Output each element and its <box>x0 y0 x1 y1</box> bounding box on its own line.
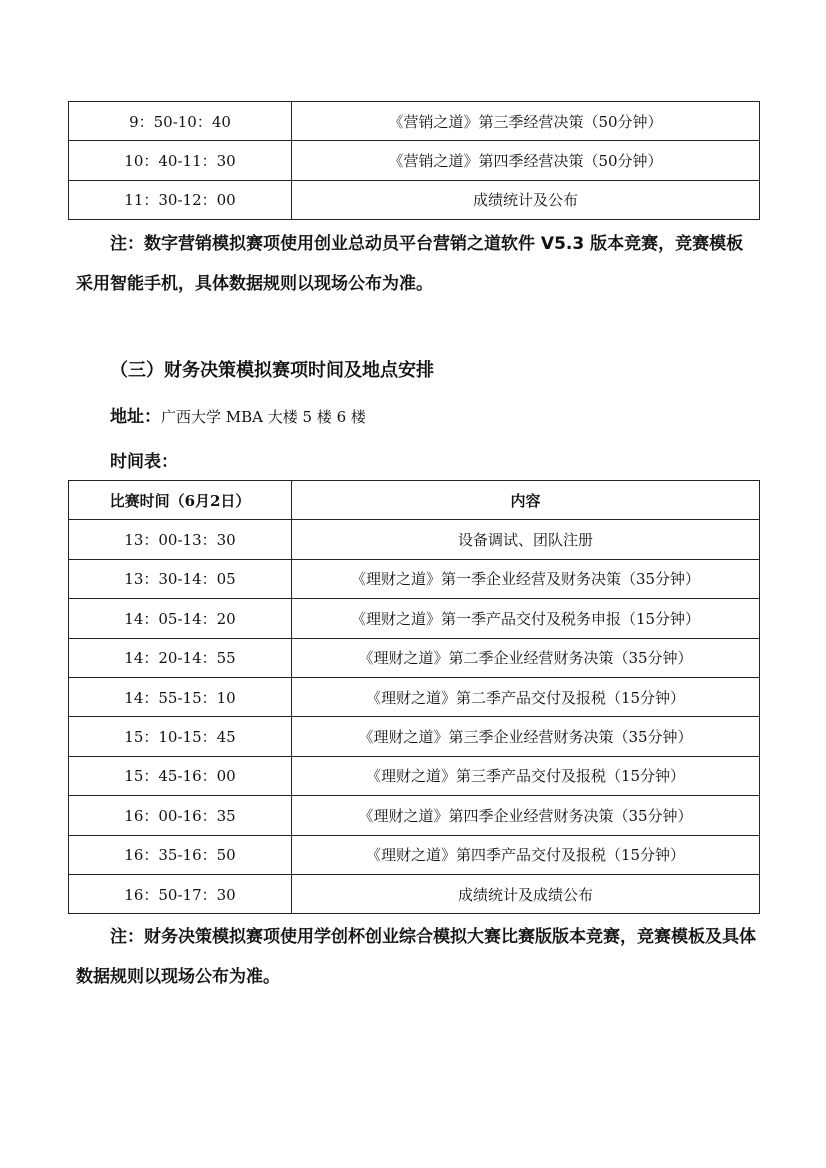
marketing-note: 注：数字营销模拟赛项使用创业总动员平台营销之道软件 V5.3 版本竞赛，竞赛模板采用智能手机，具体数据规则以现场公布为准。 <box>76 234 744 294</box>
time-cell: 13：30-14：05 <box>69 559 292 598</box>
table-row <box>69 638 760 677</box>
finance-schedule-table <box>68 480 760 914</box>
content-cell: 《理财之道》第四季产品交付及报税（15分钟） <box>292 835 760 874</box>
time-cell: 11：30-12：00 <box>69 180 292 219</box>
table-header-row <box>69 481 760 520</box>
table-row <box>69 717 760 756</box>
table-row <box>69 677 760 716</box>
time-cell: 16：35-16：50 <box>69 835 292 874</box>
time-cell: 10：40-11：30 <box>69 141 292 180</box>
address-label: 地址： <box>110 407 161 427</box>
time-cell: 16：50-17：30 <box>69 874 292 913</box>
content-cell: 《理财之道》第三季产品交付及报税（15分钟） <box>292 756 760 795</box>
content-cell: 成绩统计及公布 <box>292 180 760 219</box>
time-cell: 9：50-10：40 <box>69 102 292 141</box>
time-header: 比赛时间（6月2日） <box>69 481 292 520</box>
content-cell: 《理财之道》第四季企业经营财务决策（35分钟） <box>292 796 760 835</box>
table-row <box>69 559 760 598</box>
content-cell: 《理财之道》第二季产品交付及报税（15分钟） <box>292 677 760 716</box>
content-cell: 《理财之道》第一季企业经营及财务决策（35分钟） <box>292 559 760 598</box>
time-cell: 13：00-13：30 <box>69 520 292 559</box>
content-cell: 《营销之道》第三季经营决策（50分钟） <box>292 102 760 141</box>
content-cell: 成绩统计及成绩公布 <box>292 874 760 913</box>
content-cell: 《营销之道》第四季经营决策（50分钟） <box>292 141 760 180</box>
time-cell: 15：45-16：00 <box>69 756 292 795</box>
content-cell: 《理财之道》第三季企业经营财务决策（35分钟） <box>292 717 760 756</box>
time-cell: 15：10-15：45 <box>69 717 292 756</box>
table-row <box>69 835 760 874</box>
content-cell: 设备调试、团队注册 <box>292 520 760 559</box>
content-cell: 《理财之道》第一季产品交付及税务申报（15分钟） <box>292 599 760 638</box>
address-value: 广西大学 MBA 大楼 5 楼 6 楼 <box>161 408 366 426</box>
address-line <box>110 402 366 427</box>
table-row <box>69 180 760 219</box>
table-row <box>69 141 760 180</box>
table-row <box>69 796 760 835</box>
section-heading: （三）财务决策模拟赛项时间及地点安排 <box>110 360 434 381</box>
timetable-label: 时间表： <box>110 452 178 472</box>
time-cell: 14：20-14：55 <box>69 638 292 677</box>
content-header: 内容 <box>292 481 760 520</box>
time-cell: 16：00-16：35 <box>69 796 292 835</box>
table-row <box>69 874 760 913</box>
table-row <box>69 102 760 141</box>
marketing-schedule-table <box>68 101 760 220</box>
time-cell: 14：55-15：10 <box>69 677 292 716</box>
table-row <box>69 756 760 795</box>
time-cell: 14：05-14：20 <box>69 599 292 638</box>
table-row <box>69 599 760 638</box>
finance-note: 注：财务决策模拟赛项使用学创杯创业综合模拟大赛比赛版版本竞赛，竞赛模板及具体数据规则以现场公布为准。 <box>76 927 756 987</box>
content-cell: 《理财之道》第二季企业经营财务决策（35分钟） <box>292 638 760 677</box>
table-row <box>69 520 760 559</box>
